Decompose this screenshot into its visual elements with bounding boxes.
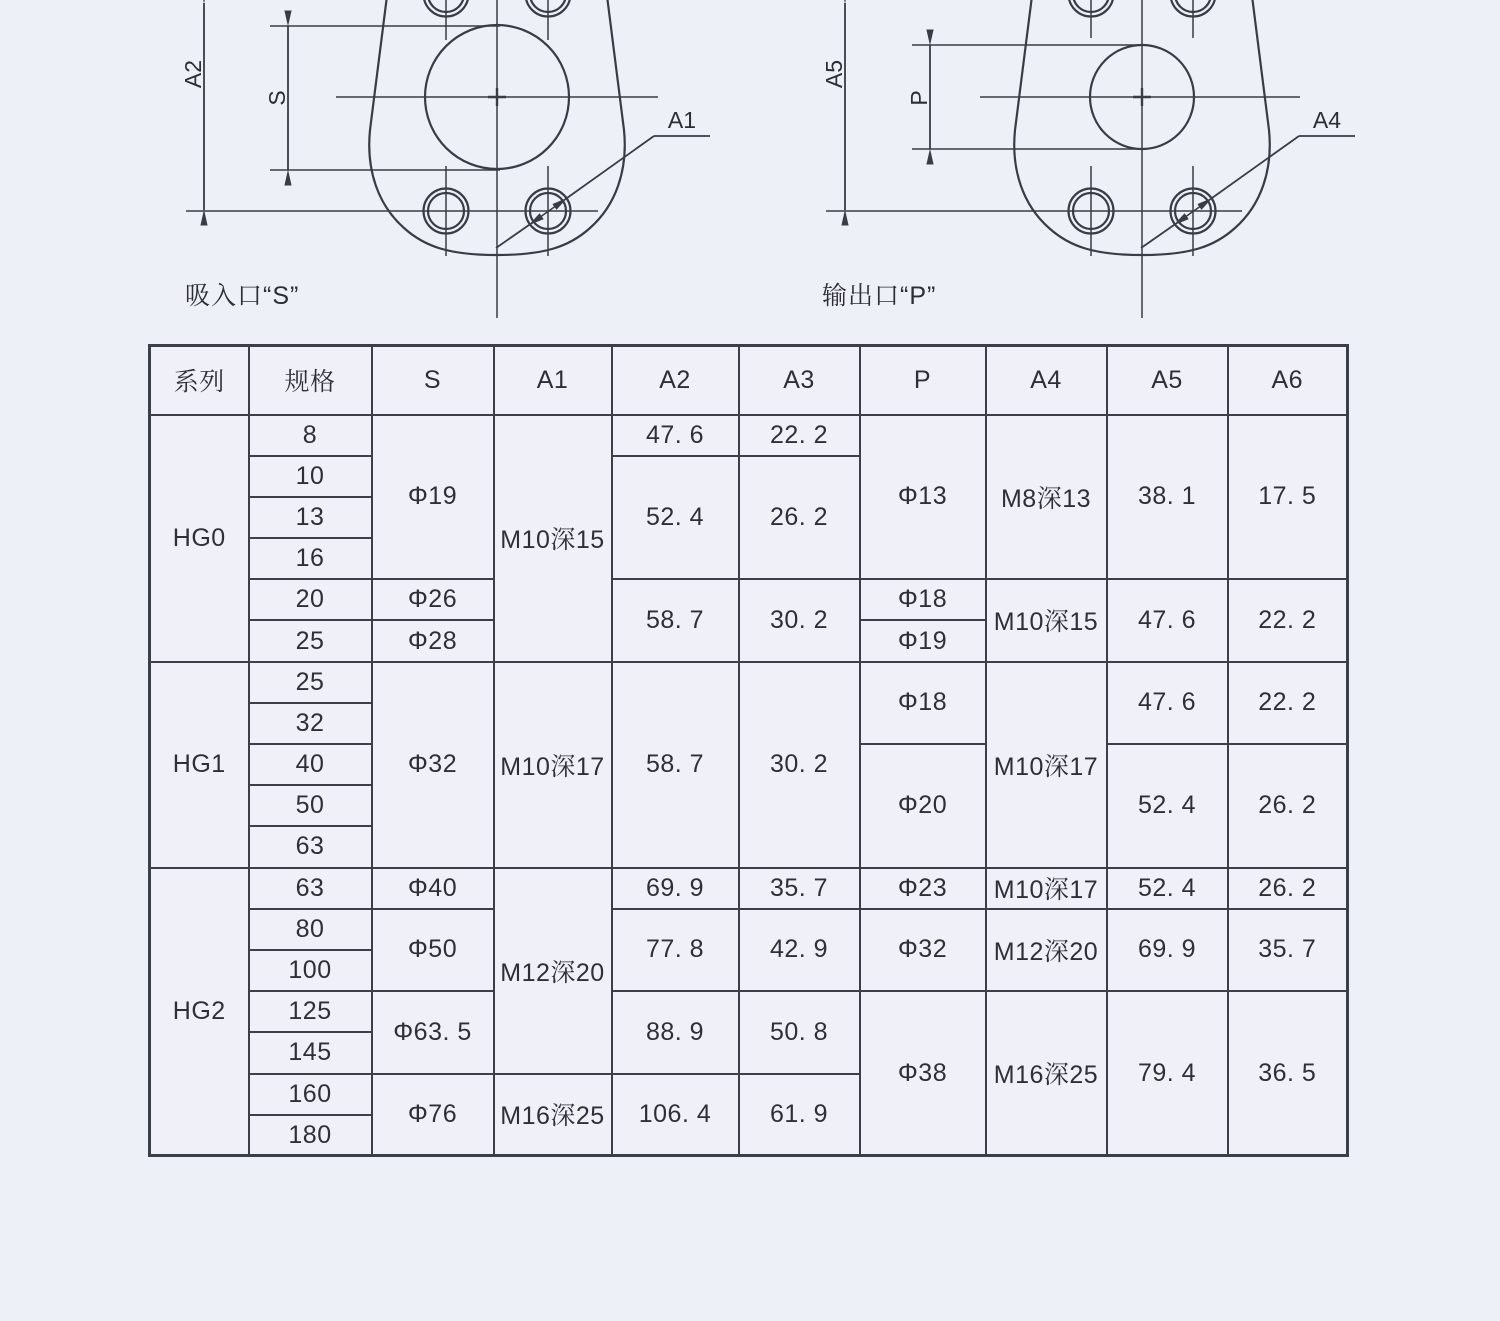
table-cell: 22. 2	[1228, 662, 1348, 744]
table-cell: Φ23	[860, 868, 986, 909]
table-cell: M10深15	[494, 415, 612, 662]
dim-label-a1: A1	[667, 107, 697, 133]
table-cell: 20	[249, 579, 372, 620]
table-cell: 35. 7	[1228, 909, 1348, 991]
dim-label-a5: A5	[821, 59, 848, 89]
table-cell: 63	[249, 826, 372, 867]
table-cell: Φ18	[860, 662, 986, 744]
leader-a4	[1141, 136, 1355, 248]
table-cell: 22. 2	[1228, 579, 1348, 661]
table-cell: 16	[249, 538, 372, 579]
dim-label-p: P	[906, 90, 933, 106]
table-cell: 100	[249, 950, 372, 991]
table-cell: 58. 7	[612, 579, 739, 661]
table-cell: HG2	[150, 868, 249, 1156]
column-header: A4	[986, 346, 1107, 415]
table-cell: 22. 2	[739, 415, 860, 456]
table-row	[150, 415, 1348, 456]
table-header	[150, 346, 1348, 415]
table-cell: HG0	[150, 415, 249, 662]
table-cell: M10深17	[986, 868, 1107, 909]
table-cell: Φ32	[860, 909, 986, 991]
table-cell: 50	[249, 785, 372, 826]
table-cell: 26. 2	[739, 456, 860, 580]
table-cell: 25	[249, 620, 372, 661]
column-header: 系列	[150, 346, 249, 415]
table-cell: Φ19	[860, 620, 986, 661]
table-cell: 30. 2	[739, 579, 860, 661]
dim-label-a2: A2	[180, 59, 207, 89]
table-cell: M16深25	[494, 1074, 612, 1156]
dimensions-table	[148, 344, 1349, 1157]
table-cell: M8深13	[986, 415, 1107, 580]
table-cell: 180	[249, 1115, 372, 1156]
table-cell: 40	[249, 744, 372, 785]
caption-suction-port: 吸入口“S”	[185, 282, 300, 310]
table-cell: 63	[249, 868, 372, 909]
table-cell: 58. 7	[612, 662, 739, 868]
table-cell: 47. 6	[612, 415, 739, 456]
column-header: A5	[1107, 346, 1228, 415]
leader-a1	[496, 136, 710, 248]
column-header: S	[372, 346, 494, 415]
table-cell: 52. 4	[1107, 744, 1228, 868]
table-cell: 69. 9	[1107, 909, 1228, 991]
table-cell: 52. 4	[1107, 868, 1228, 909]
table-cell: Φ63. 5	[372, 991, 494, 1073]
table-cell: 32	[249, 703, 372, 744]
table-cell: M10深17	[494, 662, 612, 868]
table-cell: 125	[249, 991, 372, 1032]
table-cell: Φ28	[372, 620, 494, 661]
table-cell: 160	[249, 1074, 372, 1115]
dim-s	[270, 26, 500, 170]
table-row	[150, 909, 1348, 950]
table-cell: M12深20	[986, 909, 1107, 991]
table-cell: 88. 9	[612, 991, 739, 1073]
table-cell: HG1	[150, 662, 249, 868]
table-cell: Φ20	[860, 744, 986, 868]
table-cell: M12深20	[494, 868, 612, 1074]
table-cell: Φ32	[372, 662, 494, 868]
table-cell: 106. 4	[612, 1074, 739, 1156]
table-row	[150, 579, 1348, 620]
table-cell: Φ40	[372, 868, 494, 909]
table-cell: Φ13	[860, 415, 986, 580]
caption-output-port: 输出口“P”	[822, 282, 937, 310]
table-cell: 26. 2	[1228, 868, 1348, 909]
table-cell: Φ26	[372, 579, 494, 620]
table-cell: 38. 1	[1107, 415, 1228, 580]
table-cell: Φ50	[372, 909, 494, 991]
table-cell: 13	[249, 497, 372, 538]
table-cell: 10	[249, 456, 372, 497]
table-cell: 69. 9	[612, 868, 739, 909]
table-cell: 145	[249, 1032, 372, 1073]
table-cell: M10深15	[986, 579, 1107, 661]
table-cell: M10深17	[986, 662, 1107, 868]
table-cell: 36. 5	[1228, 991, 1348, 1156]
column-header: P	[860, 346, 986, 415]
table-cell: 77. 8	[612, 909, 739, 991]
table-cell: Φ18	[860, 579, 986, 620]
table-row	[150, 868, 1348, 909]
table-cell: Φ19	[372, 415, 494, 580]
table-cell: M16深25	[986, 991, 1107, 1156]
table-cell: 61. 9	[739, 1074, 860, 1156]
table-cell: 30. 2	[739, 662, 860, 868]
table-cell: 8	[249, 415, 372, 456]
table-cell: Φ38	[860, 991, 986, 1156]
column-header: A2	[612, 346, 739, 415]
table-body	[150, 415, 1348, 1156]
table-cell: 52. 4	[612, 456, 739, 580]
table-cell: 35. 7	[739, 868, 860, 909]
column-header: A3	[739, 346, 860, 415]
column-header: A6	[1228, 346, 1348, 415]
table-cell: 17. 5	[1228, 415, 1348, 580]
table-cell: Φ76	[372, 1074, 494, 1156]
table-cell: 25	[249, 662, 372, 703]
table-row	[150, 662, 1348, 703]
table-cell: 26. 2	[1228, 744, 1348, 868]
table-cell: 47. 6	[1107, 662, 1228, 744]
table-cell: 50. 8	[739, 991, 860, 1073]
header-row	[150, 346, 1348, 415]
table-cell: 47. 6	[1107, 579, 1228, 661]
centerlines	[826, 0, 1300, 318]
dim-label-s: S	[264, 90, 291, 106]
column-header: A1	[494, 346, 612, 415]
centerlines	[186, 0, 658, 318]
dim-label-a4: A4	[1312, 107, 1342, 133]
table-row	[150, 991, 1348, 1032]
table-cell: 79. 4	[1107, 991, 1228, 1156]
flange-drawing-right	[821, 0, 1355, 318]
flange-drawing-left	[180, 0, 710, 318]
table-cell: 42. 9	[739, 909, 860, 991]
column-header: 规格	[249, 346, 372, 415]
table-cell: 80	[249, 909, 372, 950]
